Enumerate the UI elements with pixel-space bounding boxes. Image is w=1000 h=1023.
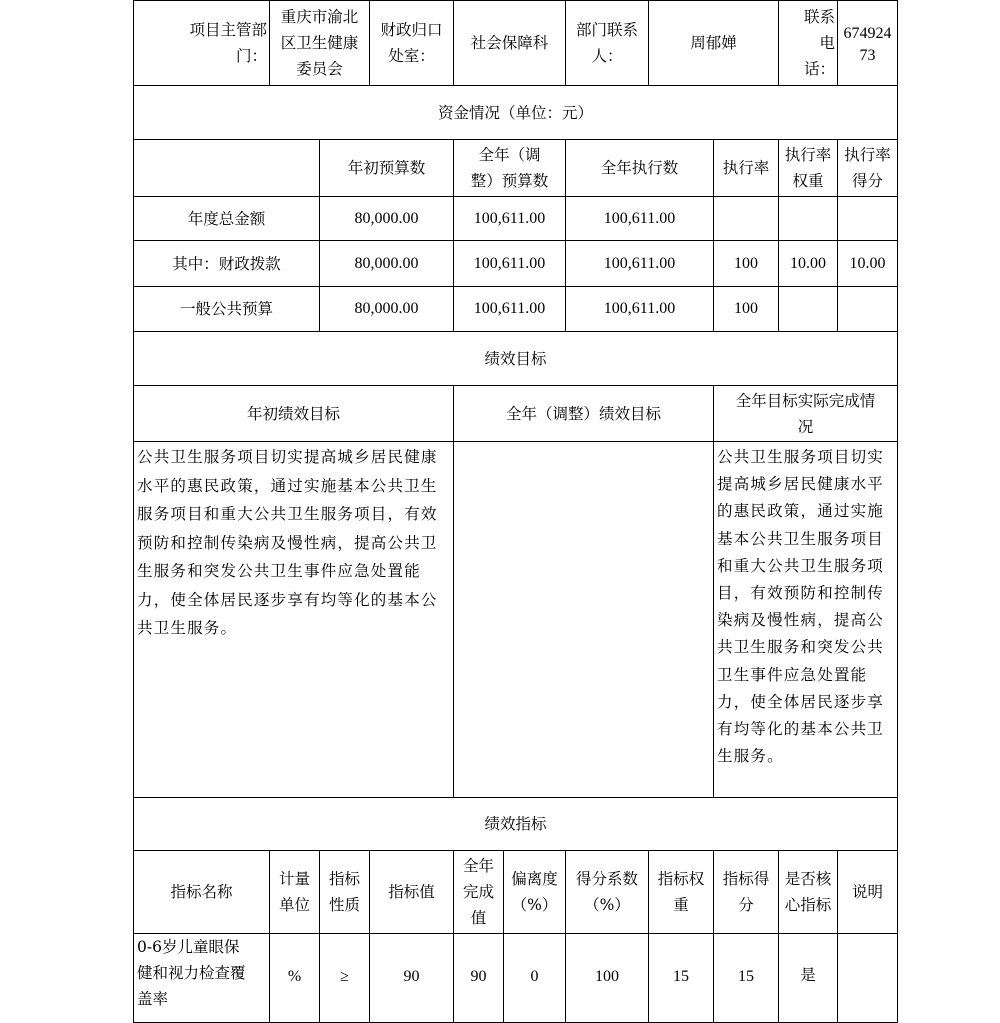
finance-value (453, 0, 566, 86)
indicators-section-title (133, 797, 898, 851)
funds-row-executed (565, 286, 714, 332)
ind-col-10: 说明 (851, 883, 883, 901)
funds-row-executed (565, 240, 714, 287)
goals-actual-label: 全年目标实际完成情 况 (735, 391, 876, 436)
funds-title-text: 资金情况（单位：元） (437, 103, 593, 122)
dept-value-text: 重庆市渝北 区卫生健康 委员会 (280, 8, 359, 78)
funds-row-score (837, 240, 898, 287)
ind-col-weight (648, 850, 714, 934)
ind-col-4: 全年 完成 值 (462, 857, 494, 927)
funds-row-0-executed: 100,611.00 (603, 209, 676, 227)
goals-title-text: 绩效目标 (484, 349, 547, 368)
goals-initial-header (133, 385, 454, 442)
ind-row-0-actual: 90 (470, 968, 487, 985)
funds-row-2-adjusted: 100,611.00 (473, 300, 546, 317)
funds-row-0-initial: 80,000.00 (354, 209, 419, 227)
funds-row-name (133, 196, 320, 241)
ind-row-0-target: 90 (403, 968, 420, 985)
phone-value-text: 674924 73 (843, 25, 892, 64)
ind-row-coef (565, 933, 649, 1023)
indicators-title-text: 绩效指标 (484, 815, 547, 833)
funds-row-1-weight: 10.00 (790, 254, 826, 272)
goals-initial-text (133, 441, 454, 798)
ind-row-0-name: 0-6岁儿童眼保 健和视力检查覆 盖率 (137, 938, 246, 1008)
ind-col-1: 计量 单位 (278, 870, 310, 914)
ind-col-unit (269, 850, 320, 934)
funds-col-blank (133, 139, 320, 197)
funds-row-initial (319, 196, 454, 241)
ind-row-unit (269, 933, 320, 1023)
ind-col-note (837, 850, 898, 934)
funds-row-1-score: 10.00 (849, 254, 886, 272)
ind-row-actual (453, 933, 504, 1023)
ind-col-target (369, 850, 454, 934)
contact-value (648, 0, 779, 86)
funds-row-weight (778, 286, 838, 332)
funds-col-6: 执行率 得分 (844, 146, 891, 190)
ind-col-actual (453, 850, 504, 934)
funds-col-executed (565, 139, 714, 197)
funds-col-2: 全年（调 整）预算数 (470, 146, 549, 190)
ind-col-0: 指标名称 (170, 883, 233, 901)
funds-col-initial (319, 139, 454, 197)
funds-row-weight (778, 240, 838, 287)
funds-row-name (133, 286, 320, 332)
goals-adjusted-label: 全年（调整）绩效目标 (505, 404, 661, 423)
ind-row-0-coef: 100 (595, 968, 619, 985)
funds-row-2-name: 一般公共预算 (179, 300, 273, 318)
goals-initial-label: 年初绩效目标 (246, 404, 340, 423)
funds-row-executed (565, 196, 714, 241)
ind-row-target (369, 933, 454, 1023)
ind-row-0-core: 是 (800, 966, 816, 984)
funds-row-adjusted (453, 196, 566, 241)
ind-row-0-score: 15 (738, 968, 754, 985)
finance-label-text: 财政归口 处室： (380, 21, 443, 65)
funds-col-1: 年初预算数 (347, 159, 426, 177)
contact-value-text: 周郁婵 (690, 34, 737, 52)
funds-col-adjusted (453, 139, 566, 197)
funds-row-weight (778, 196, 838, 241)
ind-col-score (713, 850, 779, 934)
funds-row-score (837, 286, 898, 332)
phone-label-text: 联系 电 话： (803, 8, 835, 78)
finance-value-text: 社会保障科 (470, 34, 549, 52)
goals-actual-text (713, 441, 898, 798)
ind-col-8: 指标得 分 (722, 870, 770, 914)
ind-col-3: 指标值 (388, 883, 435, 901)
ind-row-0-weight: 15 (673, 968, 689, 985)
funds-row-rate (713, 286, 779, 332)
goals-actual-header (713, 385, 898, 442)
goals-section-title (133, 331, 898, 386)
finance-label (369, 0, 454, 86)
ind-row-0-nature: ≥ (340, 968, 349, 985)
ind-row-score (713, 933, 779, 1023)
goals-initial-body: 公共卫生服务项目切实提高城乡居民健康水平的惠民政策，通过实施基本公共卫生服务项目和重大公共卫生服务项目，有效预防和控制传染病及慢性病，提高公共卫生服务和突发公共卫生事件应急处置能力，使全体居民逐步享有均等化的基本公共卫生服务。 (137, 448, 438, 637)
funds-section-title (133, 85, 898, 140)
funds-row-adjusted (453, 286, 566, 332)
ind-col-deviation (503, 850, 566, 934)
funds-row-2-rate: 100 (734, 300, 758, 317)
contact-label-text: 部门联系 人： (575, 21, 638, 65)
funds-row-score (837, 196, 898, 241)
funds-row-rate (713, 240, 779, 287)
ind-col-5: 偏离度 （%） (511, 870, 558, 914)
funds-col-5: 执行率 权重 (784, 146, 832, 190)
ind-col-7: 指标权 重 (657, 870, 705, 914)
ind-row-weight (648, 933, 714, 1023)
funds-row-1-adjusted: 100,611.00 (473, 254, 546, 272)
dept-label (133, 0, 270, 86)
funds-row-1-rate: 100 (734, 254, 758, 272)
dept-value (269, 0, 370, 86)
funds-row-1-initial: 80,000.00 (354, 254, 419, 272)
funds-row-2-executed: 100,611.00 (603, 300, 676, 317)
ind-row-nature (319, 933, 370, 1023)
funds-col-rate (713, 139, 779, 197)
ind-row-name (133, 933, 270, 1023)
ind-col-coef (565, 850, 649, 934)
dept-label-text: 项目主管部 门： (189, 21, 267, 65)
funds-row-1-name: 其中：财政拨款 (172, 254, 281, 273)
phone-value (837, 0, 898, 86)
ind-row-deviation (503, 933, 566, 1023)
ind-row-core (778, 933, 838, 1023)
funds-row-initial (319, 240, 454, 287)
ind-col-core (778, 850, 838, 934)
ind-col-6: 得分系数 （%） (575, 870, 638, 914)
funds-row-name (133, 240, 320, 287)
ind-col-9: 是否核 心指标 (784, 870, 832, 914)
funds-col-weight (778, 139, 838, 197)
goals-actual-body: 公共卫生服务项目切实提高城乡居民健康水平的惠民政策，通过实施基本公共卫生服务项目和重大公共卫生服务项目，有效预防和控制传染病及慢性病，提高公共卫生服务和突发公共卫生事件应急处置能力，使全体居民逐步享有均等化的基本公共卫生服务。 (717, 448, 885, 766)
ind-col-name (133, 850, 270, 934)
funds-row-initial (319, 286, 454, 332)
funds-col-4: 执行率 (722, 159, 770, 177)
ind-col-nature (319, 850, 370, 934)
funds-col-score (837, 139, 898, 197)
funds-row-0-name: 年度总金额 (187, 209, 266, 228)
ind-row-0-deviation: 0 (530, 968, 539, 985)
funds-row-rate (713, 196, 779, 241)
ind-row-note (837, 933, 898, 1023)
phone-label (778, 0, 838, 86)
funds-row-2-initial: 80,000.00 (354, 300, 419, 317)
funds-row-0-adjusted: 100,611.00 (473, 209, 546, 227)
funds-row-1-executed: 100,611.00 (603, 254, 676, 272)
funds-col-3: 全年执行数 (600, 159, 679, 177)
goals-adjusted-header (453, 385, 714, 442)
goals-adjusted-text (453, 441, 714, 798)
ind-row-0-unit: % (287, 968, 302, 985)
contact-label (565, 0, 649, 86)
funds-row-adjusted (453, 240, 566, 287)
ind-col-2: 指标 性质 (328, 870, 360, 914)
